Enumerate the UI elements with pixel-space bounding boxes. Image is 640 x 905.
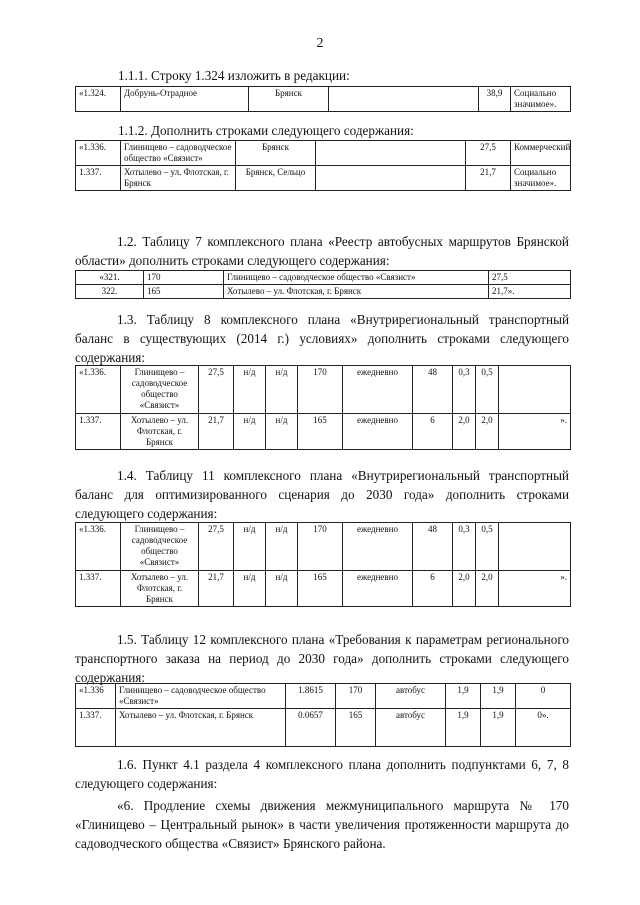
table-cell: 2,0 <box>453 414 476 450</box>
page-number: 2 <box>316 36 324 51</box>
table-cell: 1,9 <box>481 709 516 747</box>
table-cell: Хотылево – ул. Флотская, г. Брянск <box>121 571 199 607</box>
table-cell: 1.337. <box>76 414 121 450</box>
table-cell: 170 <box>336 684 376 709</box>
table-cell: 0». <box>516 709 571 747</box>
table-cell: 0,5 <box>476 366 499 414</box>
paragraph-1-2: 1.2. Таблицу 7 комплексного плана «Реестр автобусных маршрутов Брянской области» дополнить строками следующего содержания: <box>75 234 569 268</box>
table-cell: 170 <box>144 271 224 285</box>
table-cell: 27,5 <box>489 271 571 285</box>
table-row <box>76 523 571 571</box>
table-cell: ежедневно <box>343 414 413 450</box>
table-cell: 322. <box>76 285 144 299</box>
paragraph-1-3: 1.3. Таблицу 8 комплексного плана «Внутрирегиональный транспортный баланс в существующих (2014 г.) условиях» дополнить строками следующего содержания: <box>75 312 569 365</box>
table-cell: Коммерческий <box>511 141 571 166</box>
table-cell: н/д <box>234 414 266 450</box>
table-cell <box>499 523 571 571</box>
table-cell: 21,7 <box>199 571 234 607</box>
table-cell: Брянск <box>249 87 329 112</box>
table-cell: 2,0 <box>476 571 499 607</box>
table-cell: автобус <box>376 709 446 747</box>
table-cell: 0,3 <box>453 523 476 571</box>
table-cell <box>499 366 571 414</box>
table-cell <box>316 166 466 191</box>
table-cell: н/д <box>266 414 298 450</box>
table-cell: 21,7 <box>466 166 511 191</box>
heading-1-1-2: 1.1.2. Дополнить строками следующего содержания: <box>118 123 414 138</box>
table-cell: 27,5 <box>466 141 511 166</box>
table-cell: 1.337. <box>76 709 116 747</box>
table-row <box>76 684 571 709</box>
table-cell: 38,9 <box>479 87 511 112</box>
table-1-1-2 <box>75 140 571 191</box>
table-cell: 1.337. <box>76 166 121 191</box>
table-cell: Хотылево – ул. Флотская, г. Брянск <box>116 709 286 747</box>
heading-1-1-1: 1.1.1. Строку 1.324 изложить в редакции: <box>118 68 350 83</box>
table-cell: 1.8615 <box>286 684 336 709</box>
table-cell: 1.337. <box>76 571 121 607</box>
table-cell: 6 <box>413 571 453 607</box>
table-cell: Глинищево – садоводческое общество «Связист» <box>121 141 236 166</box>
table-row <box>76 571 571 607</box>
table-1-3 <box>75 365 571 450</box>
table-1-5 <box>75 683 571 747</box>
table-cell: ». <box>499 571 571 607</box>
table-cell: Брянск <box>236 141 316 166</box>
table-cell: 1,9 <box>481 684 516 709</box>
table-row <box>76 285 571 299</box>
table-cell: 0,3 <box>453 366 476 414</box>
table-cell: 2,0 <box>453 571 476 607</box>
table-cell: «1.336. <box>76 366 121 414</box>
table-cell: Брянск, Сельцо <box>236 166 316 191</box>
table-row <box>76 166 571 191</box>
table-cell: 165 <box>336 709 376 747</box>
table-cell: «321. <box>76 271 144 285</box>
table-row <box>76 87 571 112</box>
table-cell: н/д <box>266 571 298 607</box>
table-cell: Хотылево – ул. Флотская, г. Брянск <box>224 285 489 299</box>
table-cell: Глинищево – садоводческое общество «Связист» <box>224 271 489 285</box>
table-cell: Глинищево – садоводческое общество «Связист» <box>116 684 286 709</box>
table-cell: 0.0657 <box>286 709 336 747</box>
paragraph-subpoint-6: «6. Продление схемы движения межмуниципального маршрута № 170 «Глинищево – Центральный рынок» в части увеличения протяженности маршрута до садоводческого общества «Связист» Брянского района. <box>75 798 569 851</box>
table-cell: 165 <box>298 414 343 450</box>
table-cell: 1,9 <box>446 684 481 709</box>
table-cell: ежедневно <box>343 523 413 571</box>
table-cell: н/д <box>234 366 266 414</box>
table-1-2 <box>75 270 571 299</box>
table-row <box>76 271 571 285</box>
table-cell: 0,5 <box>476 523 499 571</box>
table-cell: Глинищево – садоводческое общество «Связист» <box>121 366 199 414</box>
table-1-1-1 <box>75 86 571 112</box>
table-cell <box>316 141 466 166</box>
table-cell: ». <box>499 414 571 450</box>
paragraph-1-6: 1.6. Пункт 4.1 раздела 4 комплексного плана дополнить подпунктами 6, 7, 8 следующего содержания: <box>75 757 569 791</box>
table-cell: Социально значимое». <box>511 87 571 112</box>
table-cell: Хотылево – ул. Флотская, г. Брянск <box>121 414 199 450</box>
table-cell: 48 <box>413 366 453 414</box>
table-cell: 0 <box>516 684 571 709</box>
table-row <box>76 366 571 414</box>
paragraph-1-5: 1.5. Таблицу 12 комплексного плана «Требования к параметрам регионального транспортного заказа на период до 2030 года» дополнить строками следующего содержания: <box>75 632 569 685</box>
table-cell: 165 <box>144 285 224 299</box>
table-cell: 27,5 <box>199 523 234 571</box>
table-row <box>76 141 571 166</box>
table-cell: н/д <box>234 571 266 607</box>
table-cell: Хотылево – ул. Флотская, г. Брянск <box>121 166 236 191</box>
table-cell: н/д <box>234 523 266 571</box>
table-cell: 21,7 <box>199 414 234 450</box>
table-cell: «1.336. <box>76 141 121 166</box>
paragraph-1-4: 1.4. Таблицу 11 комплексного плана «Внутрирегиональный транспортный баланс для оптимизированного сценария до 2030 года» дополнить строками следующего содержания: <box>75 468 569 521</box>
table-cell: Социально значимое». <box>511 166 571 191</box>
table-cell: 48 <box>413 523 453 571</box>
table-cell: 6 <box>413 414 453 450</box>
table-cell: 1,9 <box>446 709 481 747</box>
table-cell: н/д <box>266 523 298 571</box>
table-cell: автобус <box>376 684 446 709</box>
table-cell: 170 <box>298 523 343 571</box>
table-row <box>76 709 571 747</box>
table-cell: «1.336. <box>76 523 121 571</box>
table-cell: Добрунь-Отрадное <box>121 87 249 112</box>
table-cell: ежедневно <box>343 366 413 414</box>
table-cell: «1.324. <box>76 87 121 112</box>
table-row <box>76 414 571 450</box>
table-cell: 21,7». <box>489 285 571 299</box>
table-cell: 170 <box>298 366 343 414</box>
table-cell: н/д <box>266 366 298 414</box>
table-1-4 <box>75 522 571 607</box>
table-cell: 165 <box>298 571 343 607</box>
table-cell <box>329 87 479 112</box>
table-cell: ежедневно <box>343 571 413 607</box>
table-cell: 2,0 <box>476 414 499 450</box>
table-cell: 27,5 <box>199 366 234 414</box>
table-cell: «1.336 <box>76 684 116 709</box>
table-cell: Глинищево – садоводческое общество «Связист» <box>121 523 199 571</box>
